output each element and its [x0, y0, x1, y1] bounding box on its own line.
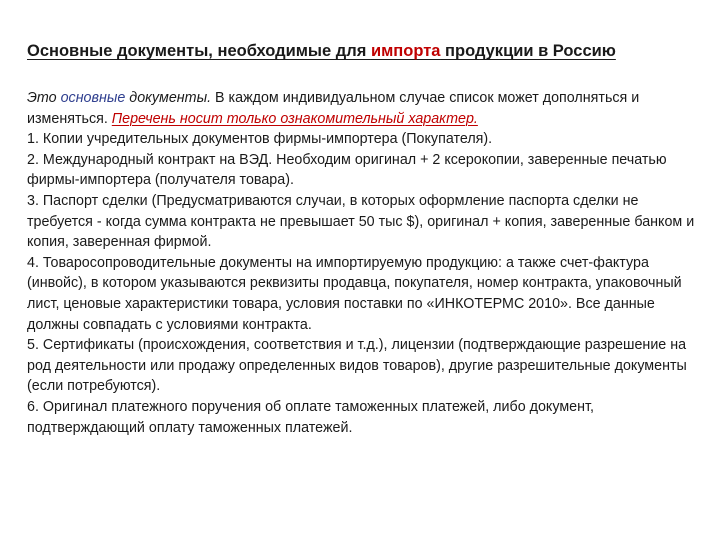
title-part2: продукции в Россию — [440, 42, 616, 60]
intro-paragraph — [27, 88, 697, 129]
title-part1: Основные документы, необходимые для — [27, 42, 371, 60]
list-item-3: 3. Паспорт сделки (Предусматриваются случаи, в которых оформление паспорта сделки не требуется - когда сумма контракта не превышает 50 тыс $), оригинал + копия, заверенные банком и копия, заверенная фирмой. — [27, 192, 695, 251]
list-item-2: 2. Международный контракт на ВЭД. Необходим оригинал + 2 ксерокопии, заверенные печатью фирмы-импортера (получателя товара). — [27, 151, 667, 189]
intro-italic-end: документы. — [125, 90, 212, 106]
page-title — [27, 42, 697, 61]
list-item-5: 5. Сертификаты (происхождения, соответствия и т.д.), лицензии (подтверждающие разрешение на род деятельности или продажу определенных видов товаров), другие разрешительные документы (если потребуются). — [27, 337, 687, 395]
intro-regular: В каждом индивидуальном случае список может дополняться и изменяться. — [27, 90, 640, 127]
list-item-6: 6. Оригинал платежного поручения об оплате таможенных платежей, либо документ, подтверждающий оплату таможенных платежей. — [27, 398, 594, 436]
list-item-1: 1. Копии учредительных документов фирмы-импортера (Покупателя). — [27, 131, 493, 148]
intro-italic-start: Это — [27, 90, 61, 106]
document-body — [27, 88, 697, 438]
intro-red-note: Перечень носит только ознакомительный характер. — [111, 110, 478, 127]
list-item-4: 4. Товаросопроводительные документы на импортируемую продукцию: а также счет-фактура (инвойс), в котором указываются реквизиты продавца, покупателя, номер контракта, упаковочный лист, ценовые характеристики товара, условия поставки по «ИНКОТЕРМС 2010». Все данные должны совпадать с условиями контракта. — [27, 254, 682, 333]
intro-blue-word: основные — [60, 90, 126, 106]
title-highlight: импорта — [370, 42, 441, 60]
